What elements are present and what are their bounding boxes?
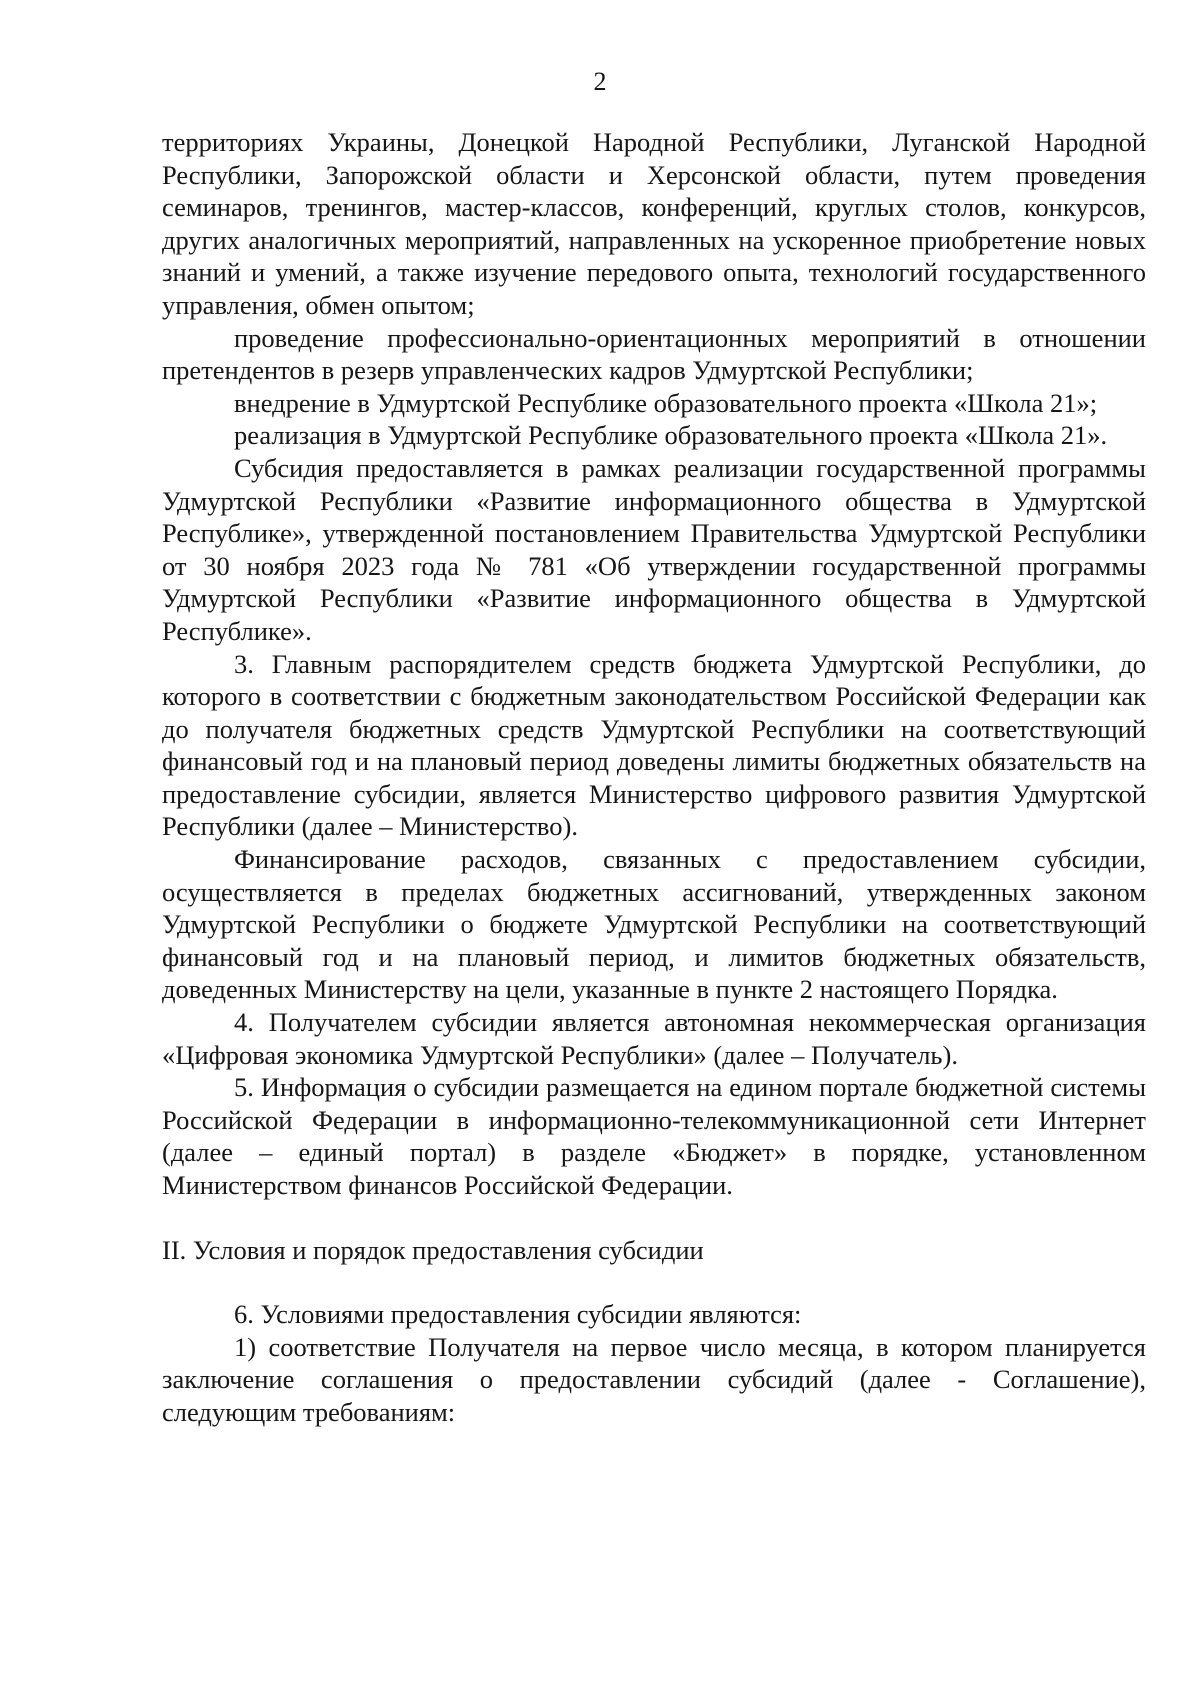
paragraph-career-events: проведение профессионально-ориентационных мероприятий в отношении претендентов в резерв управленческих кадров Удмуртской Республики;: [162, 322, 1146, 386]
paragraph-item-5: 5. Информация о субсидии размещается на едином портале бюджетной системы Российской Федерации в информационно-телекоммуникационной сети Интернет (далее – единый портал) в разделе «Бюджет» в порядке, установленном Министерством финансов Российской Федерации.: [162, 1072, 1146, 1200]
paragraph-item-4: 4. Получателем субсидии является автономная некоммерческая организация «Цифровая экономика Удмуртской Республики» (далее – Получатель).: [162, 1007, 1146, 1070]
paragraph-financing: Финансирование расходов, связанных с предоставлением субсидии, осуществляется в пределах бюджетных ассигнований, утвержденных законом Удмуртской Республики о бюджете Удмуртской Республики на соответствующий финансовый год и на плановый период, и лимитов бюджетных обязательств, доведенных Министерству на цели, указанные в пункте 2 настоящего Порядка.: [162, 844, 1146, 1005]
paragraph-item-6-1: 1) соответствие Получателя на первое число месяца, в котором планируется заключение соглашения о предоставлении субсидий (далее - Соглашение), следующим требованиям:: [162, 1331, 1146, 1427]
paragraph-school21-implementation: реализация в Удмуртской Республике образовательного проекта «Школа 21».: [234, 420, 1108, 451]
document-body: [162, 126, 1146, 1429]
paragraph-item-3: 3. Главным распорядителем средств бюджета Удмуртской Республики, до которого в соответствии с бюджетным законодательством Российской Федерации как до получателя бюджетных средств Удмуртской Республики на соответствующий финансовый год и на плановый период доведены лимиты бюджетных обязательств на предоставление субсидии, является Министерство цифрового развития Удмуртской Республики (далее – Министерство).: [162, 648, 1146, 842]
page-number: 2: [593, 67, 607, 96]
section-heading: II. Условия и порядок предоставления субсидии: [162, 1234, 704, 1265]
paragraph-subsidy-program: Субсидия предоставляется в рамках реализации государственной программы Удмуртской Республики «Развитие информационного общества в Удмуртской Республике», утвержденной постановлением Правительства Удмуртской Республики от 30 ноября 2023 года № 781 «Об утверждении государственной программы Удмуртской Республики «Развитие информационного общества в Удмуртской Республике».: [162, 452, 1146, 646]
paragraph-school21-introduction: внедрение в Удмуртской Республике образовательного проекта «Школа 21»;: [234, 387, 1098, 418]
paragraph-item-6: 6. Условиями предоставления субсидии являются:: [234, 1299, 802, 1330]
paragraph-continuation: территориях Украины, Донецкой Народной Республики, Луганской Народной Республики, Запорожской области и Херсонской области, путем проведения семинаров, тренингов, мастер-классов, конференций, круглых столов, конкурсов, других аналогичных мероприятий, направленных на ускоренное приобретение новых знаний и умений, а также изучение передового опыта, технологий государственного управления, обмен опытом;: [162, 127, 1146, 320]
